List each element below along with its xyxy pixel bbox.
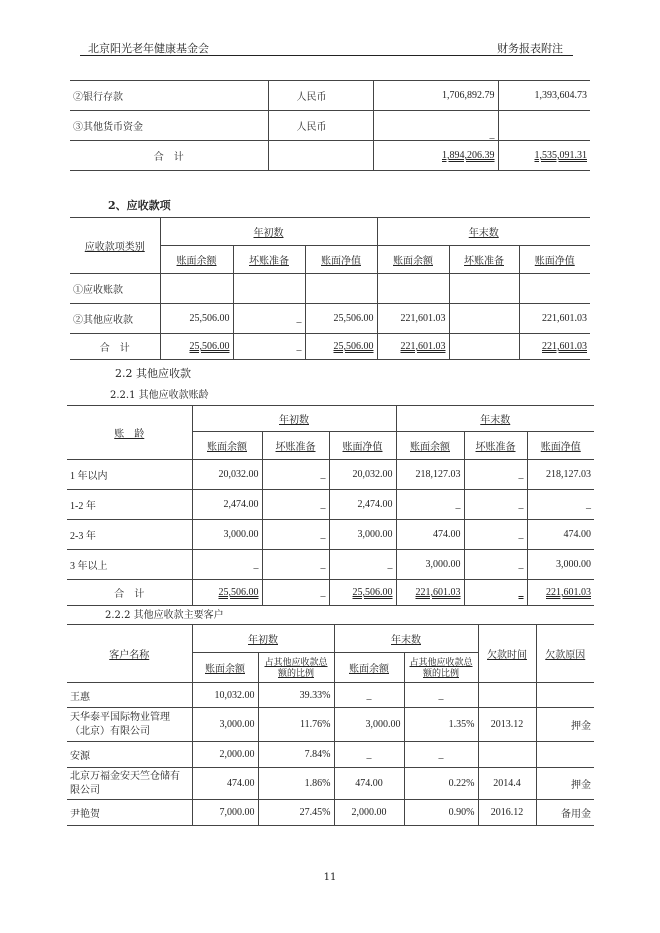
- row-name: 北京万福金安天竺仓储有限公司: [67, 768, 192, 800]
- cell: _: [518, 587, 524, 598]
- row-name: 天华泰平国际物业管理（北京）有限公司: [67, 708, 192, 742]
- cell: 221,601.03: [519, 304, 590, 334]
- aging-row-header: 账 龄: [67, 406, 192, 460]
- cell: 10,032.00: [192, 683, 258, 708]
- cell: _: [262, 490, 329, 520]
- cell: 2,000.00: [334, 800, 404, 826]
- cell: [536, 683, 594, 708]
- cell: 3,000.00: [396, 550, 464, 580]
- cell: _: [262, 550, 329, 580]
- cell: 474.00: [396, 520, 464, 550]
- table-row: [67, 800, 594, 826]
- col-header: 账面净值: [540, 442, 581, 453]
- section221-title: 2.2.1 其他应收款账龄: [110, 390, 209, 401]
- cell: 474.00: [192, 768, 258, 800]
- cell: 221,601.03: [546, 587, 591, 598]
- col-header: 账面余额: [410, 442, 450, 453]
- cell: 25,506.00: [160, 304, 233, 334]
- table-row: [67, 742, 594, 768]
- cell: 3,000.00: [192, 708, 258, 742]
- cell: 25,506.00: [305, 304, 377, 334]
- group-end: 年末数: [480, 415, 511, 426]
- cell: 0.22%: [404, 768, 478, 800]
- cell: 474.00: [334, 768, 404, 800]
- cell: _: [464, 550, 527, 580]
- page-number: 11: [323, 872, 337, 883]
- cell: _: [527, 490, 594, 520]
- cell: 3,000.00: [329, 520, 396, 550]
- cash-total-begin: 1,894,206.39: [442, 150, 495, 161]
- cell: 2,000.00: [192, 742, 258, 768]
- col-header: 坏账准备: [249, 256, 289, 267]
- cell: 218,127.03: [396, 460, 464, 490]
- cash-table: [70, 80, 590, 171]
- table-row: [67, 550, 594, 580]
- cell: 25,506.00: [189, 341, 230, 352]
- cell: 2,474.00: [192, 490, 262, 520]
- cell: 押金: [536, 768, 594, 800]
- total-label: 合 计: [67, 580, 192, 606]
- cell: _: [404, 683, 478, 708]
- cell: _: [329, 550, 396, 580]
- col-amount: 账面余额: [205, 664, 245, 675]
- header-rule: [80, 55, 573, 56]
- col-header: 账面余额: [207, 442, 247, 453]
- group-end: 年末数: [391, 635, 421, 646]
- receivables-row-header: 应收款项类别: [70, 218, 160, 274]
- col-header: 坏账准备: [464, 256, 504, 267]
- cell: 20,032.00: [329, 460, 396, 490]
- cell: 押金: [536, 708, 594, 742]
- cell: 221,601.03: [377, 304, 449, 334]
- col-header: 账面净值: [534, 256, 575, 267]
- row-name: 1 年以内: [67, 460, 192, 490]
- cash-row-currency: 人民币: [268, 81, 373, 111]
- total-label: 合 计: [70, 334, 160, 360]
- table-row: [70, 274, 590, 304]
- table-row: [70, 111, 590, 141]
- cell: 474.00: [527, 520, 594, 550]
- cash-row-begin: 1,706,892.79: [373, 81, 498, 111]
- col-ratio: 占其他应收款总额的比例: [264, 656, 328, 678]
- cell: _: [464, 520, 527, 550]
- receivables-table: [70, 217, 590, 360]
- cell: 27.45%: [258, 800, 334, 826]
- cell: 2,474.00: [329, 490, 396, 520]
- cell: 0.90%: [404, 800, 478, 826]
- cash-total-row: [70, 141, 590, 171]
- group-begin: 年初数: [253, 228, 284, 239]
- cell: _: [233, 304, 305, 334]
- cell: 1.86%: [258, 768, 334, 800]
- cell: 221,601.03: [542, 341, 587, 352]
- total-row: [67, 580, 594, 606]
- cell: 2014.4: [478, 768, 536, 800]
- table-row: [67, 708, 594, 742]
- cell: _: [233, 334, 305, 360]
- cell: _: [464, 490, 527, 520]
- table-row: [67, 490, 594, 520]
- col-header: 账面余额: [176, 256, 217, 267]
- cell: 3,000.00: [192, 520, 262, 550]
- total-row: [70, 334, 590, 360]
- cell: _: [464, 460, 527, 490]
- col-time: 欠款时间: [487, 650, 527, 661]
- table-row: [70, 81, 590, 111]
- row-name: 尹艳贺: [67, 800, 192, 826]
- col-header: 坏账准备: [275, 442, 316, 453]
- customers-table: [67, 624, 594, 826]
- table-row: [67, 460, 594, 490]
- cell: _: [396, 490, 464, 520]
- customers-row-header: 客户名称: [67, 625, 192, 683]
- cash-total-label: 合 计: [70, 141, 268, 171]
- aging-table: [67, 405, 594, 606]
- col-header: 账面余额: [393, 256, 433, 267]
- cell: 备用金: [536, 800, 594, 826]
- table-row: [70, 304, 590, 334]
- cell: _: [334, 742, 404, 768]
- cell: _: [404, 742, 478, 768]
- cell: 2016.12: [478, 800, 536, 826]
- col-ratio: 占其他应收款总额的比例: [409, 656, 473, 678]
- cell: 2013.12: [478, 708, 536, 742]
- cell: _: [262, 460, 329, 490]
- cell: 3,000.00: [527, 550, 594, 580]
- col-header: 账面净值: [321, 256, 361, 267]
- cell: [536, 742, 594, 768]
- section222-title: 2.2.2 其他应收款主要客户: [105, 610, 224, 621]
- row-name: 王惠: [67, 683, 192, 708]
- cell: 221,601.03: [400, 341, 446, 352]
- row-name: 2-3 年: [67, 520, 192, 550]
- cell: 11.76%: [258, 708, 334, 742]
- cash-row-name: ③其他货币资金: [70, 111, 268, 141]
- cell: _: [192, 550, 262, 580]
- header-org: 北京阳光老年健康基金会: [88, 42, 209, 55]
- group-begin: 年初数: [248, 635, 278, 646]
- cash-total-end: 1,535,091.31: [534, 150, 587, 161]
- table-row: [67, 683, 594, 708]
- cell: _: [262, 520, 329, 550]
- cell: _: [262, 580, 329, 606]
- cell: 7,000.00: [192, 800, 258, 826]
- row-name: ①应收账款: [70, 274, 160, 304]
- section2-title: 2、应收款项: [108, 199, 171, 212]
- cash-row-currency: 人民币: [268, 111, 373, 141]
- cell: [449, 334, 519, 360]
- row-name: 3 年以上: [67, 550, 192, 580]
- col-reason: 欠款原因: [545, 650, 586, 661]
- cell: 3,000.00: [334, 708, 404, 742]
- table-row: [67, 768, 594, 800]
- cell: 25,506.00: [218, 587, 259, 598]
- col-amount: 账面余额: [349, 664, 389, 675]
- col-header: 账面净值: [342, 442, 383, 453]
- row-name: 1-2 年: [67, 490, 192, 520]
- cash-row-end: [498, 111, 590, 141]
- cell: [449, 304, 519, 334]
- table-row: [67, 520, 594, 550]
- cell: 39.33%: [258, 683, 334, 708]
- cell: 25,506.00: [352, 587, 393, 598]
- cash-row-end: 1,393,604.73: [498, 81, 590, 111]
- row-name: ②其他应收款: [70, 304, 160, 334]
- group-end: 年末数: [468, 228, 499, 239]
- group-begin: 年初数: [279, 415, 309, 426]
- cell: [478, 683, 536, 708]
- cell: 221,601.03: [415, 587, 461, 598]
- section22-title: 2.2 其他应收款: [115, 367, 191, 380]
- cash-row-name: ②银行存款: [70, 81, 268, 111]
- cell: [478, 742, 536, 768]
- cell: 218,127.03: [527, 460, 594, 490]
- cell: _: [334, 683, 404, 708]
- cash-row-begin: _: [373, 111, 498, 141]
- row-name: 安源: [67, 742, 192, 768]
- header-doc: 财务报表附注: [497, 42, 563, 55]
- cell: 25,506.00: [333, 341, 374, 352]
- cell: 1.35%: [404, 708, 478, 742]
- col-header: 坏账准备: [475, 442, 516, 453]
- cell: 20,032.00: [192, 460, 262, 490]
- cell: 7.84%: [258, 742, 334, 768]
